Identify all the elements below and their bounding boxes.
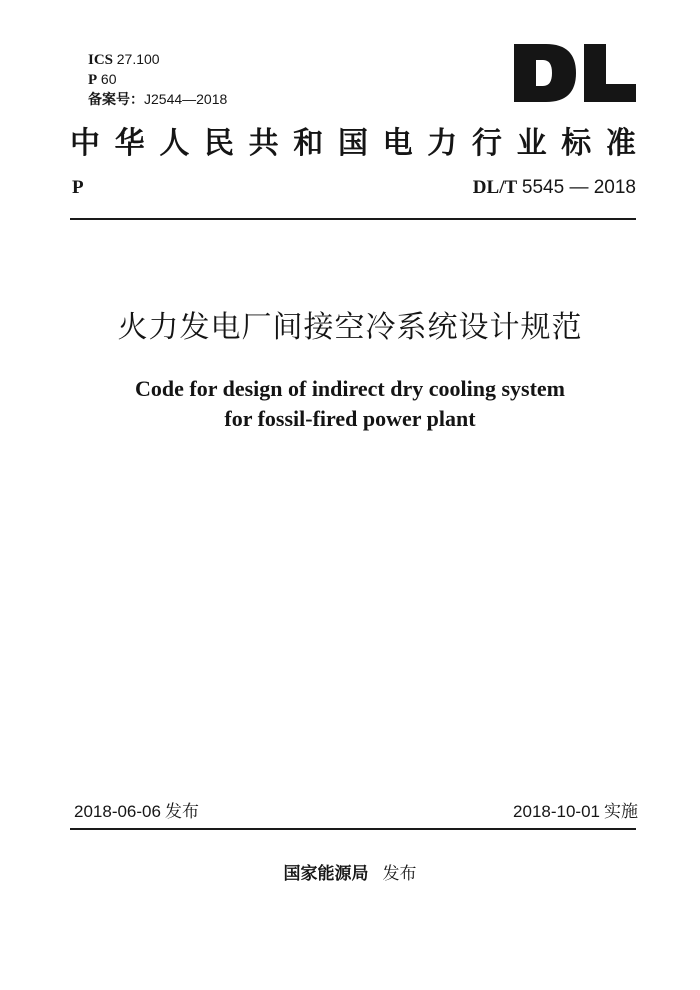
category-value: 60 [100,71,117,87]
standard-title-char: 标 [561,126,592,161]
standard-title-char: 业 [516,126,547,161]
category-letter: P [72,177,84,198]
record-value: J2544—2018 [144,91,228,107]
issue-date: 2018-06-06 [74,802,161,821]
standard-title-char: 华 [114,126,145,161]
standard-code: DL/T [472,177,518,198]
bottom-divider [70,828,636,830]
standard-title-char: 国 [337,126,368,161]
publisher-action: 发布 [382,864,417,884]
record-number [88,90,227,110]
standard-title-char: 人 [159,126,190,161]
standard-title-char: 共 [248,126,279,161]
document-title-english-line2: for fossil-fired power plant [224,406,476,431]
dl-logo [512,42,638,104]
standard-title-char: 行 [471,126,502,161]
ics-code [88,50,160,70]
standard-title-char: 力 [427,126,458,161]
issue-date-block [74,800,199,824]
publisher-organization: 国家能源局 [283,864,369,884]
standard-title-char: 准 [605,126,636,161]
top-divider [70,218,636,220]
standard-title-char: 民 [203,126,234,161]
standard-year-number: 5545 — 2018 [521,177,636,198]
ics-label: ICS [88,52,114,68]
standard-title-char: 电 [382,126,413,161]
category-label: P [88,72,98,88]
standard-number [473,176,636,200]
standard-category-title [70,124,636,164]
record-label: 备案号： [88,92,144,108]
standard-title-char: 和 [293,126,324,161]
effective-date-block [513,800,638,824]
document-title-chinese: 火力发电厂间接空冷系统设计规范 [117,310,583,345]
standard-title-char: 中 [70,126,100,161]
category-code [88,70,117,90]
effective-label: 实施 [604,802,638,822]
document-title-english-line1: Code for design of indirect dry cooling system [135,376,565,401]
ics-value: 27.100 [116,51,160,67]
issue-label: 发布 [164,802,199,822]
effective-date: 2018-10-01 [513,802,600,821]
publisher-block [0,862,700,886]
